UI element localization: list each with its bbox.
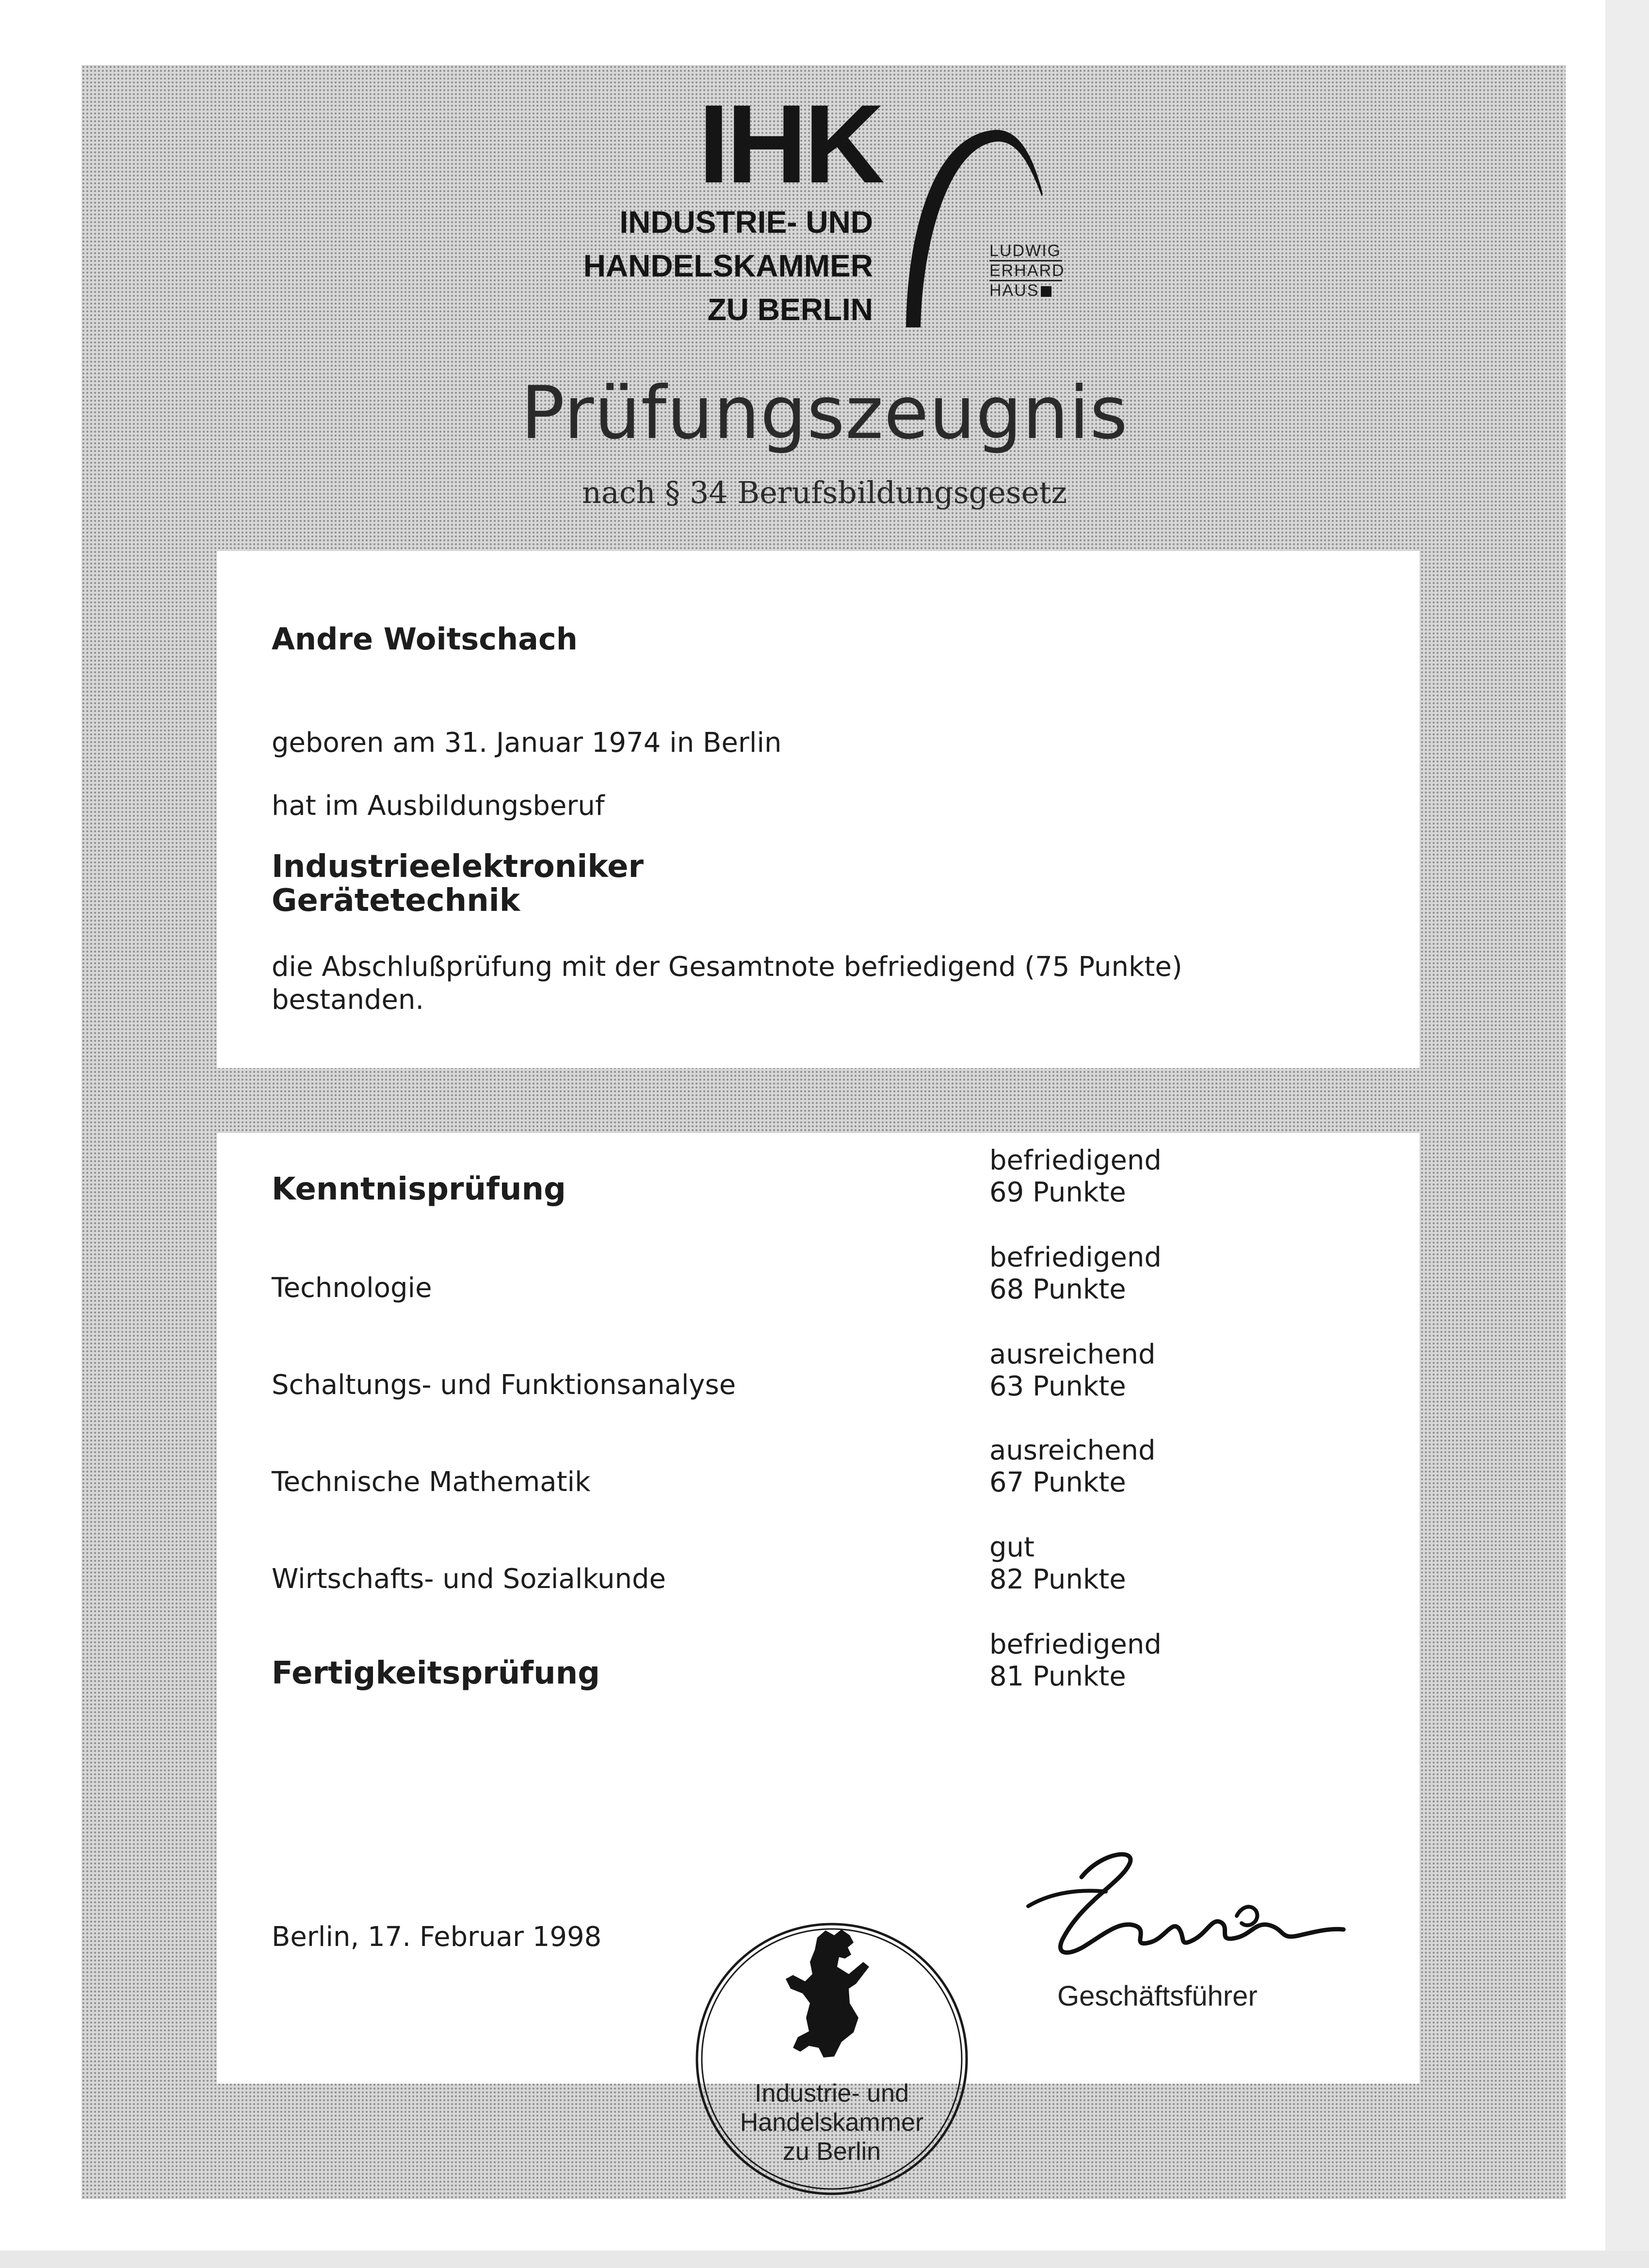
page-edge-bottom — [0, 2251, 1649, 2268]
profession — [272, 850, 644, 918]
grade-word: befriedigend — [989, 1145, 1162, 1176]
grade-points: 82 Punkte — [989, 1564, 1126, 1595]
place-and-date: Berlin, 17. Februar 1998 — [272, 1921, 602, 1953]
logo-line-2: HANDELSKAMMER — [583, 248, 873, 283]
birth-info: geboren am 31. Januar 1974 in Berlin — [272, 727, 782, 759]
subject-name: Schaltungs- und Funktionsanalyse — [272, 1369, 736, 1401]
handwritten-signature — [1009, 1843, 1348, 1969]
house-line-1: LUDWIG — [989, 242, 1062, 261]
signature-role: Geschäftsführer — [1057, 1980, 1258, 2012]
subject-grade — [989, 1532, 1126, 1596]
grade-word: befriedigend — [989, 1629, 1162, 1660]
subject-name: Fertigkeitsprüfung — [272, 1655, 600, 1691]
seal-line-1: Industrie- und — [755, 2079, 909, 2107]
grade-word: ausreichend — [989, 1435, 1156, 1466]
subject-grade — [989, 1242, 1162, 1306]
grade-points: 68 Punkte — [989, 1274, 1126, 1305]
seal-line-3: zu Berlin — [782, 2138, 881, 2166]
subject-name: Technische Mathematik — [272, 1466, 591, 1498]
profession-line-1: Industrieelektroniker — [272, 849, 644, 885]
house-line-2: ERHARD — [989, 261, 1062, 281]
grade-points: 67 Punkte — [989, 1467, 1126, 1498]
subject-name: Technologie — [272, 1272, 432, 1304]
ihk-logo — [485, 82, 1116, 335]
ludwig-erhard-haus-mark — [989, 242, 1065, 300]
page-edge — [1605, 0, 1649, 2268]
exam-result: die Abschlußprüfung mit der Gesamtnote befriedigend (75 Punkte) bestanden. — [272, 951, 1182, 1016]
subject-grade — [989, 1435, 1156, 1499]
profession-line-2: Gerätetechnik — [272, 883, 520, 919]
seal-line-2: Handelskammer — [740, 2108, 924, 2137]
person-name: Andre Woitschach — [272, 621, 578, 657]
subject-name: Wirtschafts- und Sozialkunde — [272, 1563, 666, 1595]
subject-grade — [989, 1339, 1156, 1403]
logo-line-3: ZU BERLIN — [707, 292, 873, 327]
subject-grade — [989, 1629, 1162, 1693]
grade-points: 69 Punkte — [989, 1177, 1126, 1208]
grade-word: befriedigend — [989, 1242, 1162, 1273]
logo-abbreviation: IHK — [698, 81, 882, 206]
square-icon — [1041, 286, 1051, 297]
subject-grade — [989, 1145, 1162, 1209]
document-title: Prüfungszeugnis — [520, 371, 1129, 455]
grade-points: 63 Punkte — [989, 1371, 1126, 1402]
house-line-3: HAUS — [989, 281, 1039, 300]
grade-word: gut — [989, 1532, 1035, 1563]
intro-text: hat im Ausbildungsberuf — [272, 790, 605, 822]
grade-word: ausreichend — [989, 1339, 1156, 1370]
logo-line-1: INDUSTRIE- UND — [619, 205, 873, 240]
subject-name: Kenntnisprüfung — [272, 1171, 566, 1207]
grade-points: 81 Punkte — [989, 1661, 1126, 1692]
document-subtitle: nach § 34 Berufsbildungsgesetz — [582, 475, 1067, 510]
house-line-3-wrap — [989, 281, 1062, 300]
